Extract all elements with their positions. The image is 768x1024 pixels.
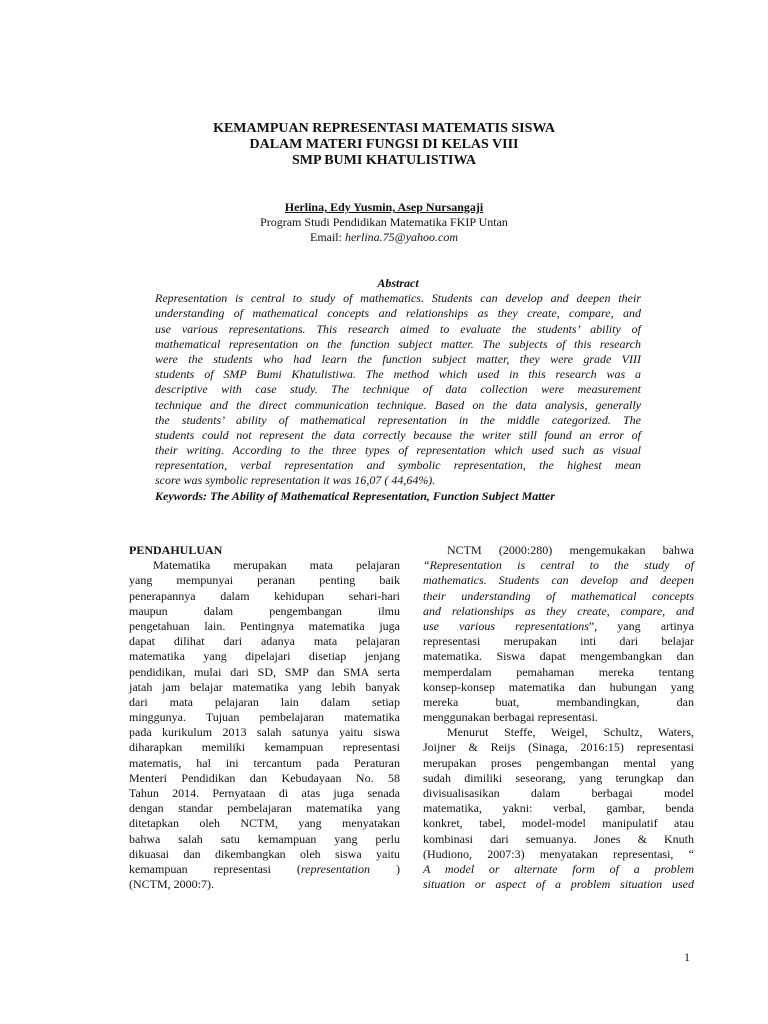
author-block [0,200,768,245]
section-heading: PENDAHULUAN [129,543,223,557]
abstract-line: their writing. According to the three types of representation which used such as visual [155,443,641,458]
body-line: matematika yang dipelajari disetiap jenjang [129,649,400,664]
body-line: diharapkan memiliki kemampuan representasi [129,740,400,755]
body-text-italic: and relationships as they create, compare, and [423,603,694,618]
body-line [423,573,694,588]
body-line: dari mata pelajaran lain dalam setiap [129,694,400,709]
body-line: mereka buat, membandingkan, dan [423,694,694,709]
body-line: dengan standar pembelajaran matematika yang [129,801,400,816]
abstract-line: the students’ ability of mathematical representation in the middle categorized. The [155,412,641,427]
body-text-italic: their understanding of mathematical concepts [423,588,694,603]
body-line: penerapannya dalam kehidupan sehari-hari [129,588,400,603]
body-line: divisualisasikan dalam berbagai model [423,786,694,800]
email-line [0,230,768,245]
body-text-italic: A model or alternate form of a problem [423,861,694,876]
body-line [423,619,694,634]
abstract-line: use various representations. This research aimed to evaluate the students’ ability of [155,321,641,336]
body-line [423,558,694,573]
body-line: pendidikan, mulai dari SD, SMP dan SMA serta [129,664,400,679]
body-line: jatah jam belajar matematika yang lebih banyak [129,679,400,694]
email-label: Email: [309,230,342,244]
body-line: yang mempunyai peranan penting baik [129,573,400,588]
body-line [423,589,694,604]
body-line: matematika, yakni: verbal, gambar, benda [423,801,694,816]
body-text-italic: situation or aspect of a problem situation used [423,877,694,892]
title-line: SMP BUMI KHATULISTIWA [291,153,477,168]
body-text-italic: representation [300,861,371,876]
paper-title [0,121,768,169]
abstract-line: representation, verbal representation and symbolic representation, the highest mean [155,458,641,473]
body-line: sudah dimiliki seseorang, yang terungkap dan [423,770,694,785]
body-line: (Hudiono, 2007:3) menyatakan representasi, “ [423,846,694,861]
body-line: menggunakan berbagai representasi. [423,710,598,725]
title-line: DALAM MATERI FUNGSI DI KELAS VIII [249,137,519,152]
title-line: KEMAMPUAN REPRESENTASI MATEMATIS SISWA [213,121,555,136]
body-text: kemampuan representasi ( [129,861,301,876]
body-line [129,862,400,877]
body-line: matematis, hal ini tercantum pada Peraturan [129,755,400,770]
body-text: ) [370,861,400,876]
body-line: pada kurikulum 2013 salah satunya yaitu siswa [129,725,400,740]
keywords: Keywords: The Ability of Mathematical Representation, Function Subject Matter [155,488,555,503]
body-line: Tahun 2014. Pernyataan di atas juga senada [129,786,400,801]
body-line: Joijner & Reijs (Sinaga, 2016:15) representasi [423,740,694,755]
body-line: merupakan proses pengembangan mental yang [423,755,694,770]
body-text-italic: “Representation is central to the study of [423,558,694,573]
body-line [423,862,694,877]
body-line: NCTM (2000:280) mengemukakan bahwa [447,543,694,557]
body-line: kombinasi dari semuanya. Jones & Knuth [423,831,694,846]
abstract-line: students could not represent the data correctly because the writer still found an error of [155,427,641,442]
abstract-line: understanding of mathematical concepts and relationships as they create, compare, and [155,306,641,321]
body-line [423,604,694,619]
body-line: Menteri Pendidikan dan Kebudayaan No. 58 [129,770,400,785]
body-line: Menurut Steffe, Weigel, Schultz, Waters, [447,725,694,740]
right-column [423,543,694,892]
body-line: konsep-konsep matematika dan hubungan yang [423,679,694,694]
abstract-line: Representation is central to study of mathematics. Students can develop and deepen their [155,291,641,306]
abstract-line: descriptive with case study. The technique of data collection were measurement [155,382,641,397]
body-line: matematika. Siswa dapat mengembangkan dan [423,649,694,664]
body-line: bahwa salah satu kemampuan yang perlu [129,831,400,846]
abstract-line: were the students who had learn the function subject matter, they were grade VIII [155,351,641,366]
body-line: (NCTM, 2000:7). [129,877,214,892]
affiliation: Program Studi Pendidikan Matematika FKIP Untan [260,215,508,229]
abstract-line: technique and the direct communication technique. Based on the data analysis, generally [155,397,641,412]
abstract-block [155,276,641,504]
body-text-italic: use various representations [423,618,589,633]
left-column [129,543,400,892]
body-text: ”, yang artinya [588,618,695,633]
abstract-heading: Abstract [377,276,419,290]
email-address[interactable]: herlina.75@yahoo.com [344,230,459,244]
body-line: representasi merupakan inti dari belajar [423,634,694,649]
body-line: Matematika merupakan mata pelajaran [153,558,400,573]
body-line [423,877,694,892]
body-line: konkret, tabel, model-model manipulatif atau [423,816,694,831]
body-line: dikuasai dan dikembangkan oleh siswa yaitu [129,846,400,861]
body-line: dapat dilihat dari adanya mata pelajaran [129,634,400,649]
body-line: pengetahuan lain. Pentingnya matematika juga [129,618,400,633]
body-line: memperdalam pemahaman mereka tentang [423,664,694,679]
body-text-italic: mathematics. Students can develop and deepen [423,573,694,588]
abstract-line: students of SMP Bumi Khatulistiwa. The method which used in this research was a [155,367,641,382]
author-names: Herlina, Edy Yusmin, Asep Nursangaji [284,200,484,214]
abstract-line: mathematical representation on the function subject matter. The subjects of this research [155,336,641,351]
body-line: maupun dalam pengembangan ilmu [129,603,400,618]
page-number: 1 [684,950,690,964]
body-line: minggunya. Tujuan pembelajaran matematika [129,710,400,725]
body-line: ditetapkan oleh NCTM, yang menyatakan [129,816,400,831]
abstract-line: score was symbolic representation it was 16,07 ( 44,64%). [155,473,436,488]
